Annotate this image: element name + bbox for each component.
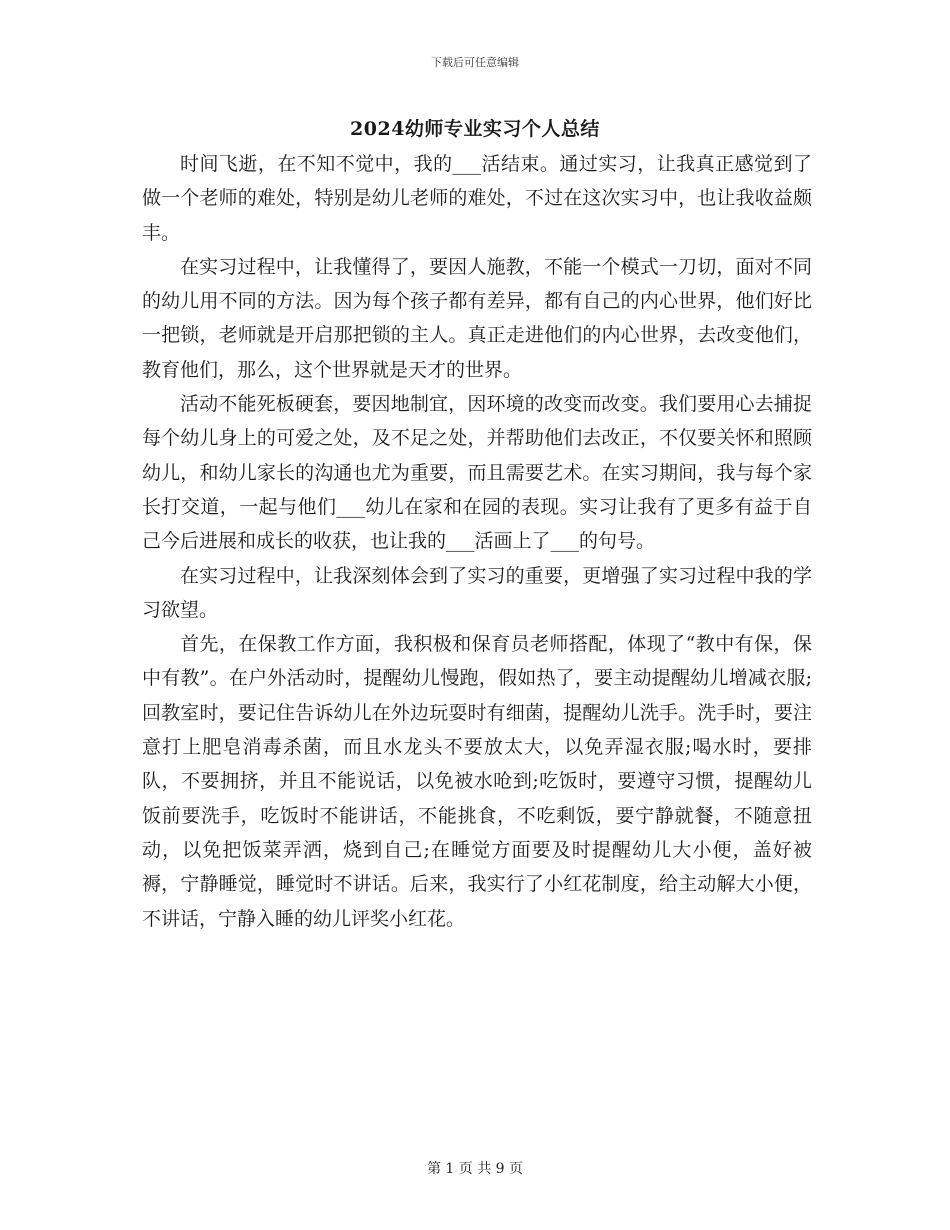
paragraph: 在实习过程中，让我懂得了，要因人施教，不能一个模式一刀切，面对不同的幼儿用不同的方法。因为每个孩子都有差异，都有自己的内心世界，他们好比一把锁，老师就是开启那把锁的主人。真正走进他们的内心世界，去改变他们，教育他们，那么，这个世界就是天才的世界。 [142,255,812,381]
paragraph: 首先，在保教工作方面，我积极和保育员老师搭配，体现了“教中有保，保中有教”。在户外活动时，提醒幼儿慢跑，假如热了，要主动提醒幼儿增减衣服;回教室时，要记住告诉幼儿在外边玩耍时有细菌，提醒幼儿洗手。洗手时，要注意打上肥皂消毒杀菌，而且水龙头不要放太大，以免弄湿衣服;喝水时，要排队，不要拥挤，并且不能说话，以免被水呛到;吃饭时，要遵守习惯，提醒幼儿饭前要洗手，吃饭时不能讲话，不能挑食，不吃剩饭，要宁静就餐，不随意扭动，以免把饭菜弄洒，烧到自己;在睡觉方面要及时提醒幼儿大小便，盖好被褥，宁静睡觉，睡觉时不讲话。后来，我实行了小红花制度，给主动解大小便，不讲话，宁静入睡的幼儿评奖小红花。 [142,633,812,930]
document-body [142,147,812,936]
page-number: 第 1 页 共 9 页 [426,1161,524,1177]
paragraph: 在实习过程中，让我深刻体会到了实习的重要，更增强了实习过程中我的学习欲望。 [142,564,812,621]
header-note: 下载后可任意编辑 [431,56,519,69]
paragraph: 活动不能死板硬套，要因地制宜，因环境的改变而改变。我们要用心去捕捉每个幼儿身上的可爱之处，及不足之处，并帮助他们去改正，不仅要关怀和照顾幼儿，和幼儿家长的沟通也尤为重要，而且需要艺术。在实习期间，我与每个家长打交道，一起与他们___幼儿在家和在园的表现。实习让我有了更多有益于自己今后进展和成长的收获，也让我的___活画上了___的句号。 [142,393,812,553]
document-title: 2024幼师专业实习个人总结 [350,118,600,140]
paragraph: 时间飞逝，在不知不觉中，我的___活结束。通过实习，让我真正感觉到了做一个老师的难处，特别是幼儿老师的难处，不过在这次实习中，也让我收益颇丰。 [142,153,812,244]
